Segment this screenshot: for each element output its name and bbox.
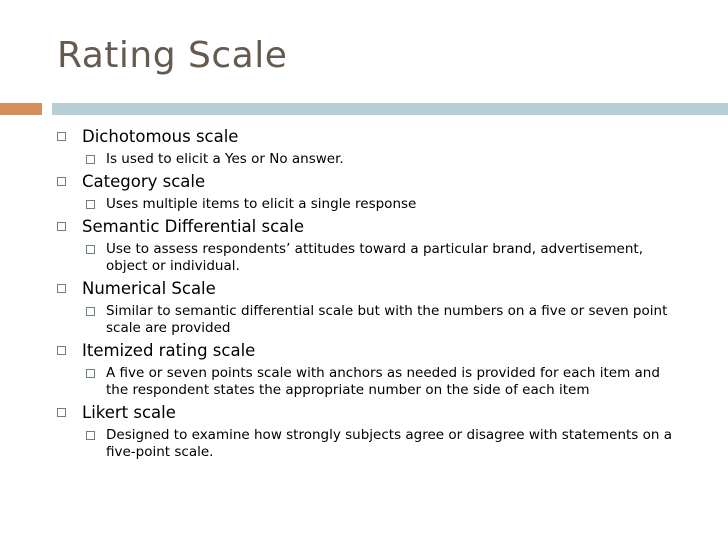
bullet-level-1 <box>0 403 728 427</box>
bullet-level-1 <box>0 341 728 365</box>
square-bullet-icon <box>57 177 66 186</box>
bullet-level-1 <box>0 217 728 241</box>
slide-title: Rating Scale <box>57 35 288 76</box>
square-bullet-icon <box>86 155 95 164</box>
bullet-level-1 <box>0 279 728 303</box>
bullet-text: Dichotomous scale <box>82 127 239 146</box>
bullet-level-2 <box>0 303 728 337</box>
bullet-text: Semantic Differential scale <box>82 217 304 236</box>
bullet-level-1 <box>0 172 728 196</box>
bullet-text: Likert scale <box>82 403 176 422</box>
bullet-level-2 <box>0 241 728 275</box>
bullet-level-2 <box>0 151 728 168</box>
sub-bullet-text: Use to assess respondents’ attitudes toward a particular brand, advertisement, object or individual. <box>106 241 643 274</box>
list-item <box>0 217 728 275</box>
square-bullet-icon <box>57 408 66 417</box>
bullet-level-1 <box>0 127 728 151</box>
list-item <box>0 127 728 168</box>
square-bullet-icon <box>86 431 95 440</box>
bullet-text: Category scale <box>82 172 206 191</box>
bullet-text: Itemized rating scale <box>82 341 256 360</box>
list-item <box>0 341 728 399</box>
bullet-list <box>0 127 728 465</box>
sub-bullet-text: Uses multiple items to elicit a single response <box>106 196 417 212</box>
list-item <box>0 172 728 213</box>
square-bullet-icon <box>86 200 95 209</box>
bullet-text: Numerical Scale <box>82 279 216 298</box>
sub-bullet-text: A five or seven points scale with anchors as needed is provided for each item and the respondent states the appropriate number on the side of each item <box>106 365 660 398</box>
title-accent-bar <box>0 103 42 115</box>
list-item <box>0 279 728 337</box>
sub-bullet-text: Designed to examine how strongly subjects agree or disagree with statements on a five-point scale. <box>106 427 672 460</box>
square-bullet-icon <box>86 245 95 254</box>
list-item <box>0 403 728 461</box>
square-bullet-icon <box>57 346 66 355</box>
square-bullet-icon <box>57 284 66 293</box>
bullet-level-2 <box>0 365 728 399</box>
square-bullet-icon <box>57 132 66 141</box>
square-bullet-icon <box>57 222 66 231</box>
sub-bullet-text: Similar to semantic differential scale but with the numbers on a five or seven point scale are provided <box>106 303 668 336</box>
square-bullet-icon <box>86 369 95 378</box>
title-divider-bar <box>52 103 728 115</box>
bullet-level-2 <box>0 196 728 213</box>
square-bullet-icon <box>86 307 95 316</box>
bullet-level-2 <box>0 427 728 461</box>
sub-bullet-text: Is used to elicit a Yes or No answer. <box>106 151 344 167</box>
